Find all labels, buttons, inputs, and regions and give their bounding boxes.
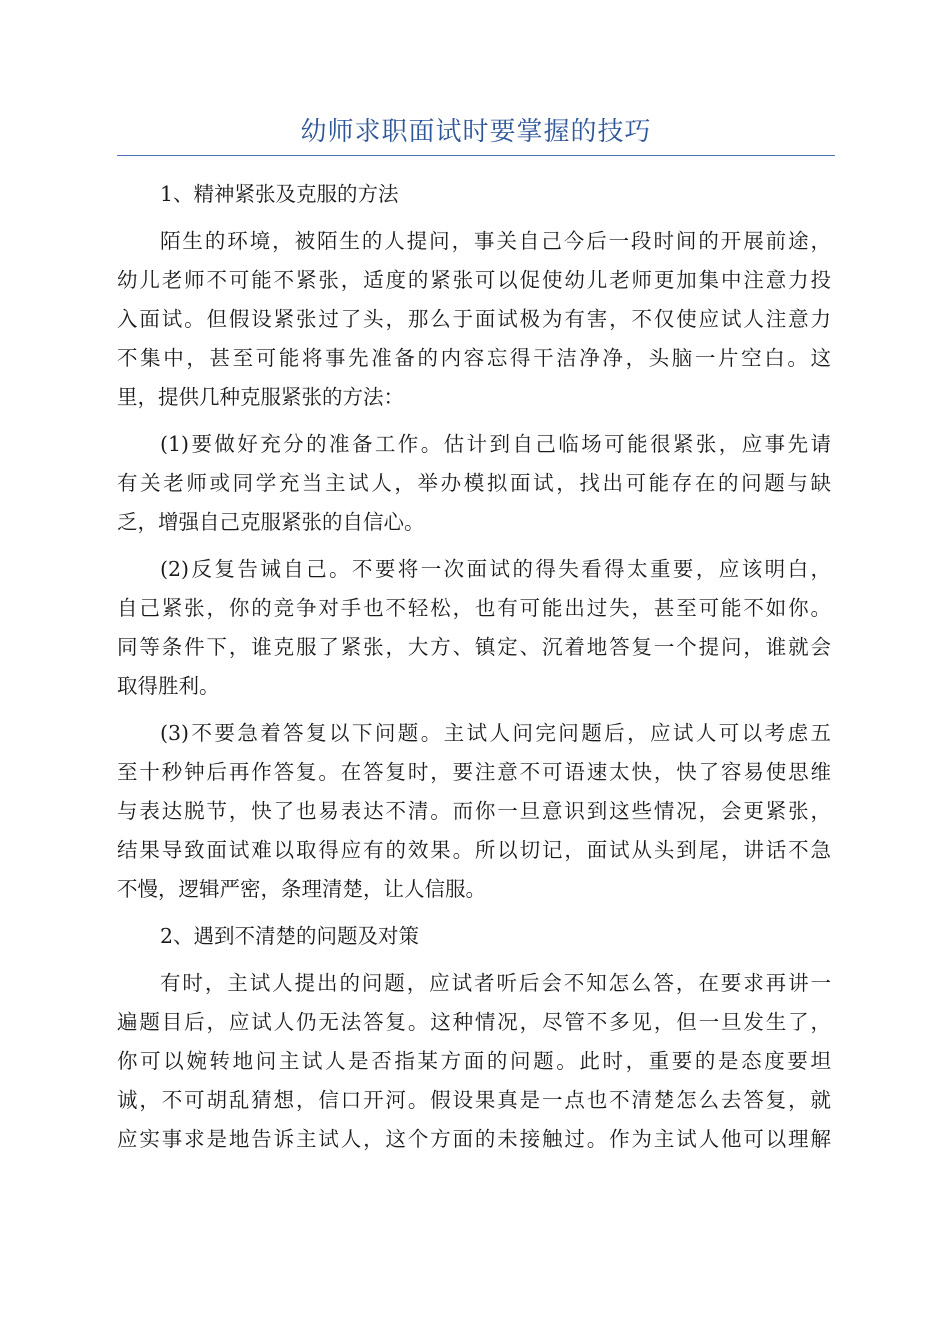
- text-line: 有时，主试人提出的问题，应试者听后会不知怎么答，在要求再讲一: [160, 971, 831, 995]
- text-line: 不慢，逻辑严密，条理清楚，让人信服。: [117, 877, 486, 901]
- text-line: 结果导致面试难以取得应有的效果。所以切记，面试从头到尾，讲话不急: [117, 838, 831, 862]
- text-line: 不集中，甚至可能将事先准备的内容忘得干洁净净，头脑一片空白。这: [117, 346, 831, 370]
- text-line: 与表达脱节，快了也易表达不清。而你一旦意识到这些情况，会更紧张，: [117, 799, 831, 823]
- text-line: 你可以婉转地问主试人是否指某方面的问题。此时，重要的是态度要坦: [117, 1049, 831, 1073]
- text-line: 遍题目后，应试人仍无法答复。这种情况，尽管不多见，但一旦发生了，: [117, 1010, 831, 1034]
- document-body: [117, 175, 831, 1167]
- text-line: 诚，不可胡乱猜想，信口开河。假设果真是一点也不清楚怎么去答复，就: [117, 1088, 831, 1112]
- text-line: 2、遇到不清楚的问题及对策: [160, 924, 420, 948]
- text-line: 应实事求是地告诉主试人，这个方面的未接触过。作为主试人他可以理解: [117, 1127, 831, 1151]
- section-heading-1: [117, 175, 831, 214]
- paragraph: [117, 425, 831, 542]
- title-underline: [117, 155, 835, 156]
- text-line: 1、精神紧张及克服的方法: [160, 182, 399, 206]
- document-title: 幼师求职面试时要掌握的技巧: [300, 117, 652, 147]
- paragraph: [117, 550, 831, 706]
- paragraph: [117, 222, 831, 417]
- text-line: 里，提供几种克服紧张的方法：: [117, 385, 404, 409]
- paragraph: [117, 964, 831, 1159]
- text-line: 幼儿老师不可能不紧张，适度的紧张可以促使幼儿老师更加集中注意力投: [117, 268, 831, 292]
- text-line: (3)不要急着答复以下问题。主试人问完问题后，应试人可以考虑五: [160, 721, 831, 745]
- text-line: 自己紧张，你的竞争对手也不轻松，也有可能出过失，甚至可能不如你。: [117, 596, 831, 620]
- paragraph: [117, 714, 831, 909]
- section-heading-2: [117, 917, 831, 956]
- text-line: 同等条件下，谁克服了紧张，大方、镇定、沉着地答复一个提问，谁就会: [117, 635, 831, 659]
- text-line: 乏，增强自己克服紧张的自信心。: [117, 510, 425, 534]
- text-line: 陌生的环境，被陌生的人提问，事关自己今后一段时间的开展前途，: [160, 229, 831, 253]
- text-line: (2)反复告诫自己。不要将一次面试的得失看得太重要，应该明白，: [160, 557, 831, 581]
- text-line: 入面试。但假设紧张过了头，那么于面试极为有害，不仅使应试人注意力: [117, 307, 831, 331]
- text-line: 取得胜利。: [117, 674, 220, 698]
- text-line: 至十秒钟后再作答复。在答复时，要注意不可语速太快，快了容易使思维: [117, 760, 831, 784]
- text-line: (1)要做好充分的准备工作。估计到自己临场可能很紧张，应事先请: [160, 432, 831, 456]
- text-line: 有关老师或同学充当主试人，举办模拟面试，找出可能存在的问题与缺: [117, 471, 831, 495]
